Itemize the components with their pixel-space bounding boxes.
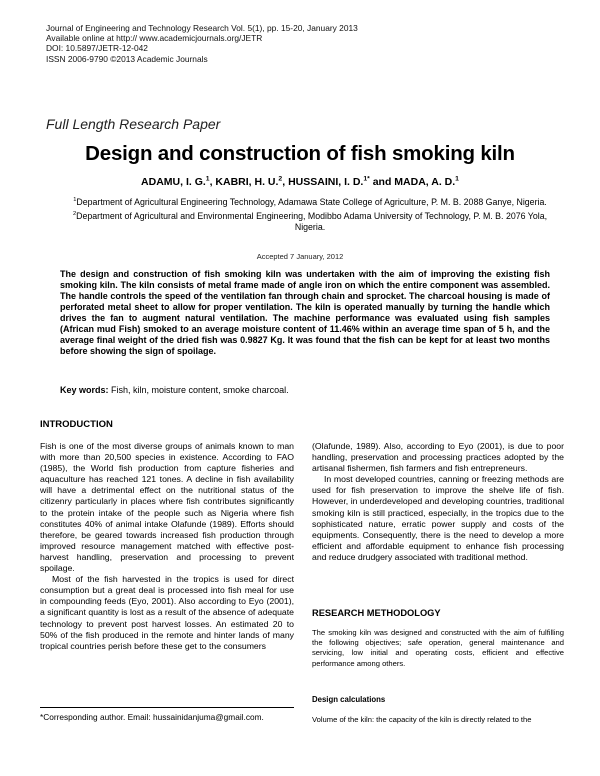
affiliation: [60, 197, 560, 208]
author-affiliation-mark: 1*: [363, 175, 370, 183]
intro-paragraph: In most developed countries, canning or freezing methods are used for fish preservation to improve the shelve life of fish. However, in underdeveloped and developing countries, traditional smoking kiln is still practiced, especially, in the tropics due to the sophisticated nature, erratic power supply and costs of the equipments. Consequently, there is the need to develop a more efficient and affordable equipment to enhance fish processing and reduce drudgery associated with traditional method.: [312, 474, 564, 562]
keywords-label: Key words:: [60, 385, 109, 395]
footnote-divider: [40, 707, 294, 708]
author-affiliation-mark: 1: [455, 175, 459, 183]
intro-paragraph: (Olafunde, 1989). Also, according to Eyo (2001), is due to poor handling, preservation and processing practices adopted by the artisanal fishermen, fish farmers and fish entrepreneurs.: [312, 441, 564, 474]
introduction-heading: INTRODUCTION: [40, 419, 113, 430]
intro-paragraph: Most of the fish harvested in the tropics is used for direct consumption but a great deal is processed into fish meal for use in compounding feeds (Eyo, 2001). Also according to Eyo (2001), a significant quantity is lost as a result of the absence of adequate technology to prevent post harvest losses. An estimated 20 to 50% of the fish produced in the remote and hinter lands of many tropical countries perish before these get to the consumers: [40, 574, 294, 651]
methodology-heading: RESEARCH METHODOLOGY: [312, 608, 441, 618]
author-separator: and: [369, 176, 395, 188]
affiliation-mark: 2: [72, 211, 77, 218]
author-list: [0, 176, 600, 188]
author-affiliation-mark: 2: [278, 175, 283, 183]
author-separator: ,: [282, 176, 289, 188]
right-column: [312, 441, 564, 563]
methodology-text: The smoking kiln was designed and constructed with the aim of fulfilling the following objectives; safe operation, general maintenance and servicing, low initial and operating costs, efficient and effective performance among others.: [312, 628, 564, 668]
journal-citation: Journal of Engineering and Technology Research Vol. 5(1), pp. 15-20, January 2013: [46, 23, 358, 33]
affiliations: [60, 197, 560, 236]
available-online-line: Available online at http:// www.academicjournals.org/JETR: [46, 33, 263, 44]
author-name: KABRI, H. U.: [215, 176, 279, 188]
author-name: MADA, A. D.: [394, 176, 456, 188]
abstract: The design and construction of fish smoking kiln was undertaken with the aim of improving the existing fish smoking kiln. The kiln consists of metal frame made of angle iron on which the entire component was assembled. The handle controls the speed of the ventilation fan through chain and sprocket. The charcoal housing is made of perforated metal sheet to allow for proper ventilation. The kiln is operated manually by turning the handle which drives the fan to augment natural ventilation. The machine performance was evaluated using fish samples (African mud Fish) smoked to an average moisture content of 11.46% within an average time span of 5 h, and the average final weight of the dried fish was 0.9827 Kg. It was found that the fish can be kept for at least two months before showing the sign of spoilage.: [60, 269, 550, 356]
left-column: [40, 441, 294, 652]
affiliation-mark: 1: [73, 197, 77, 204]
article-type: Full Length Research Paper: [46, 116, 221, 132]
author-name: HUSSAINI, I. D.: [288, 176, 364, 188]
doi-line: DOI: 10.5897/JETR-12-042: [46, 43, 148, 54]
intro-paragraph: Fish is one of the most diverse groups of animals known to man with more than 20,500 species in existence. According to FAO (1985), the World fish production from capture fisheries and aquaculture has reached 121 tones. A decline in fish availability will have a detrimental effect on the nutritional status of the citizenry particularly in places where fish contributes significantly to the protein intake of the people such as Nigeria where fish constitutes 40% of animal intake Olafunde (1989). Efforts should therefore, be geared towards increased fish production through improved resource management matched with effective post-harvest handling, preservation and processing to prevent spoilage.: [40, 441, 294, 574]
issn-line: ISSN 2006-9790 ©2013 Academic Journals: [46, 53, 208, 64]
journal-header: [46, 23, 358, 64]
affiliation-text: Department of Agricultural and Environmental Engineering, Modibbo Adama University of Technology, P. M. B. 2076 Yola, Nigeria.: [76, 211, 548, 232]
design-calculations-heading: Design calculations: [312, 695, 386, 704]
accepted-date: Accepted 7 January, 2012: [256, 252, 344, 261]
affiliation: [60, 211, 560, 233]
corresponding-author-footnote: *Corresponding author. Email: hussainidanjuma@gmail.com.: [40, 712, 264, 722]
author-affiliation-mark: 1: [205, 175, 210, 183]
paper-title: Design and construction of fish smoking kiln: [85, 142, 515, 165]
affiliation-text: Department of Agricultural Engineering Technology, Adamawa State College of Agriculture, P. M. B. 2088 Ganye, Nigeria.: [76, 197, 547, 207]
design-calculations-text: Volume of the kiln: the capacity of the kiln is directly related to the: [312, 715, 532, 724]
author-name: ADAMU, I. G.: [141, 176, 206, 188]
keywords: [60, 385, 289, 395]
keywords-text: Fish, kiln, moisture content, smoke charcoal.: [111, 385, 289, 395]
author-separator: ,: [209, 176, 216, 188]
